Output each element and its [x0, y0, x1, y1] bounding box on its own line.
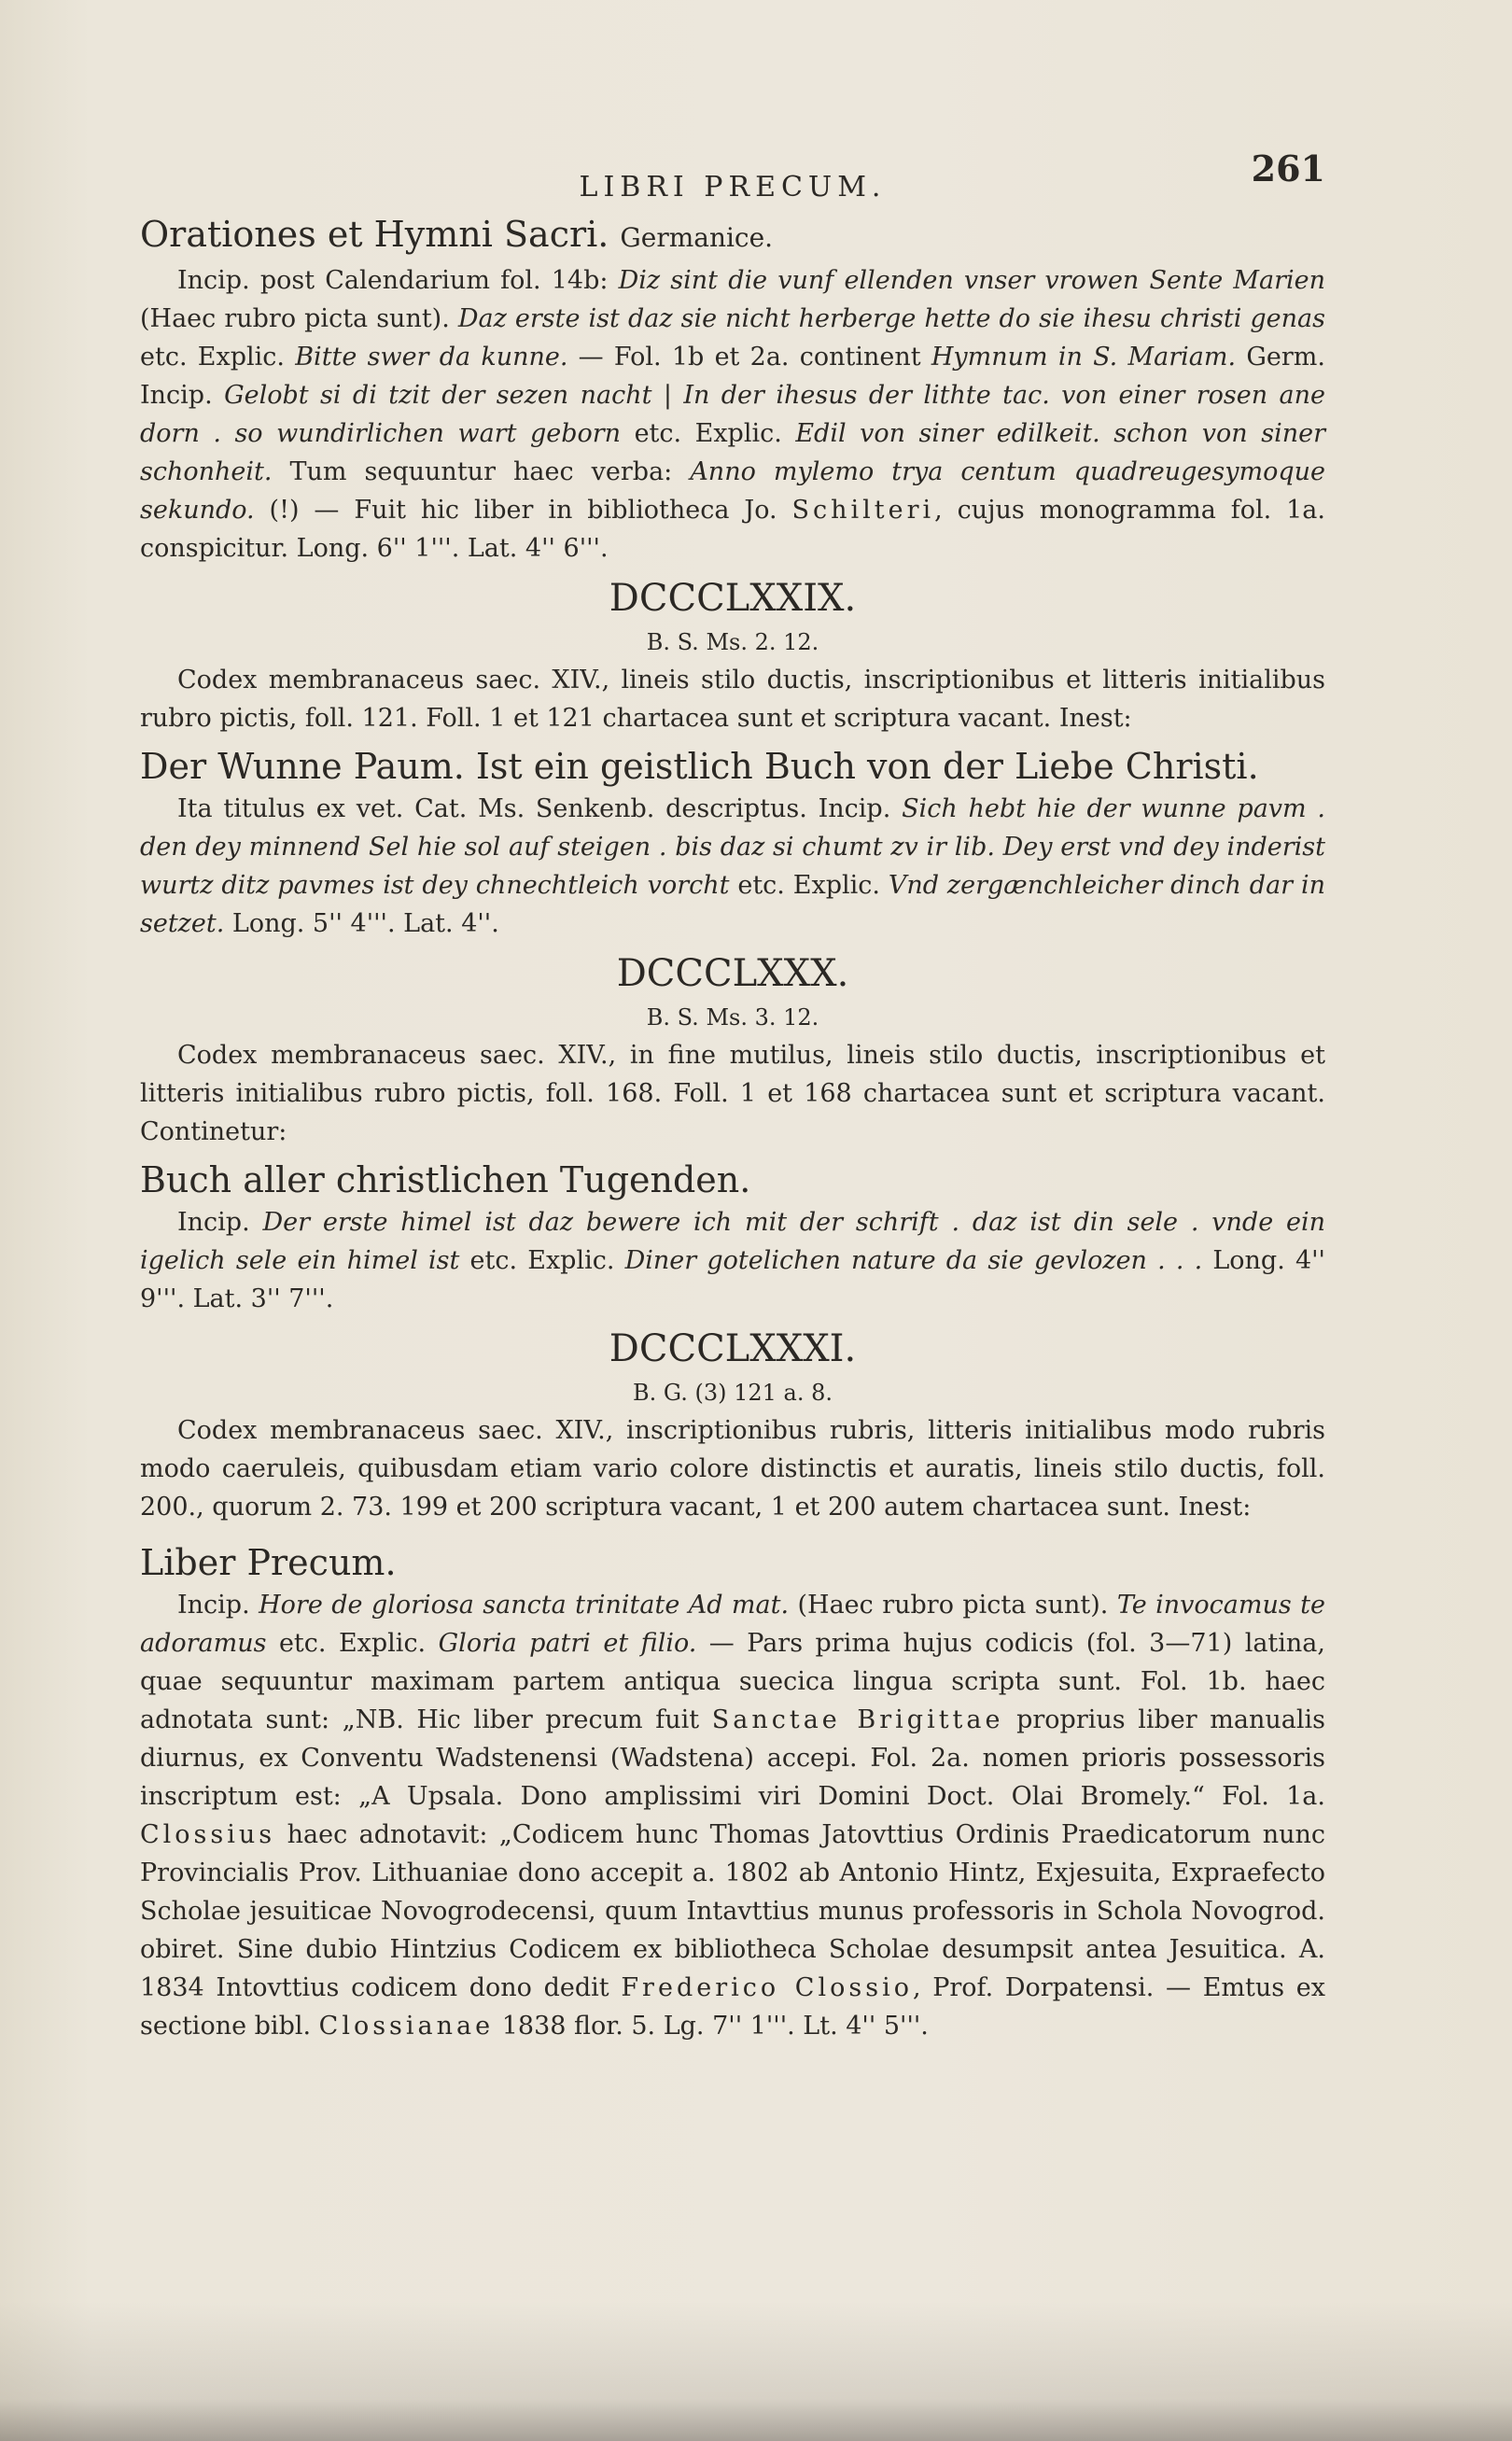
codex-description: Codex membranaceus saec. XIV., in fine mutilus, lineis stilo ductis, inscriptionibus et litteris initialibus rubro pictis, foll. 168. Foll. 1 et 168 chartacea sunt et scriptura vacant. Continetur:: [140, 1041, 1325, 1146]
codex-description: Codex membranaceus saec. XIV., lineis stilo ductis, inscriptionibus et litteris initialibus rubro pictis, foll. 121. Foll. 1 et 121 chartacea sunt et scriptura vacant. Inest:: [140, 666, 1325, 733]
description-paragraph: Incip. post Calendarium fol. 14b: Diz sint die vunf ellenden vnser vrowen Sente Marien (Haec rubro picta sunt). Daz erste ist daz sie nicht herberge hette do sie ihesu christi genas etc. Explic. Bitte swer da kunne. — Fol. 1b et 2a. continent Hymnum in S. Mariam. Germ. Incip. Gelobt si di tzit der sezen nacht | In der ihesus der lithte tac. von einer rosen ane dorn . so wundirlichen wart geborn etc. Explic. Edil von siner edilkeit. schon von siner schonheit. Tum sequuntur haec verba: Anno mylemo trya centum quadreugesymoque sekundo. (!) — Fuit hic liber in bibliotheca Jo. Schilteri, cujus monogramma fol. 1a. conspicitur. Long. 6'' 1'''. Lat. 4'' 6'''.: [140, 266, 1326, 563]
description-paragraph: Incip. Der erste himel ist daz bewere ich mit der schrift . daz ist din sele . vnde ein igelich sele ein himel ist etc. Explic. Diner gotelichen nature da sie gevlozen . . . Long. 4'' 9'''. Lat. 3'' 7'''.: [140, 1208, 1325, 1313]
shelfmark: B. S. Ms. 3. 12.: [646, 1004, 819, 1031]
running-header: [140, 149, 1325, 205]
page-number: 261: [1251, 147, 1325, 189]
work-title: Liber Precum.: [140, 1542, 397, 1583]
spacer: [140, 1526, 1325, 1534]
work-title: Buch aller christlichen Tugenden.: [140, 1159, 751, 1200]
page-content: [140, 149, 1325, 2045]
description-paragraph: Incip. Hore de gloriosa sancta trinitate Ad mat. (Haec rubro picta sunt). Te invocamus te adoramus etc. Explic. Gloria patri et filio. — Pars prima hujus codicis (fol. 3—71) latina, quae sequuntur maximam partem antiqua suecica lingua scripta sunt. Fol. 1b. haec adnotata sunt: „NB. Hic liber precum fuit Sanctae Brigittae proprius liber manualis diurnus, ex Conventu Wadstenensi (Wadstena) accepi. Fol. 2a. nomen prioris possessoris inscriptum est: „A Upsala. Dono amplissimi viri Domini Doct. Olai Bromely.“ Fol. 1a. Clossius haec adnotavit: „Codicem hunc Thomas Jatovttius Ordinis Praedicatorum nunc Provincialis Prov. Lithuaniae dono accepit a. 1802 ab Antonio Hintz, Exjesuita, Expraefecto Scholae jesuiticae Novogrodecensi, quum Intavttius munus professoris in Schola Novogrod. obiret. Sine dubio Hintzius Codicem ex bibliotheca Scholae desumpsit antea Jesuitica. A. 1834 Intovttius codicem dono dedit Frederico Clossio, Prof. Dorpatensi. — Emtus ex sectione bibl. Clossianae 1838 flor. 5. Lg. 7'' 1'''. Lt. 4'' 5'''.: [140, 1591, 1326, 2041]
codex-number: DCCCLXXX.: [616, 952, 849, 995]
work-title: Der Wunne Paum. Ist ein geistlich Buch von der Liebe Christi.: [140, 746, 1259, 787]
shelfmark: B. S. Ms. 2. 12.: [646, 629, 819, 655]
codex-number: DCCCLXXXI.: [609, 1327, 857, 1370]
running-title: LIBRI PRECUM.: [579, 171, 887, 203]
codex-description: Codex membranaceus saec. XIV., inscriptionibus rubris, litteris initialibus modo rubris modo caeruleis, quibusdam etiam vario colore distinctis et auratis, lineis stilo ductis, foll. 200., quorum 2. 73. 199 et 200 scriptura vacant, 1 et 200 autem chartacea sunt. Inest:: [140, 1416, 1325, 1522]
work-title-text: Orationes et Hymni Sacri.: [140, 214, 609, 255]
page-bottom-shadow: [0, 2301, 1512, 2441]
description-paragraph: Ita titulus ex vet. Cat. Ms. Senkenb. descriptus. Incip. Sich hebt hie der wunne pavm . den dey minnend Sel hie sol auf steigen . bis daz si chumt zv ir lib. Dey erst vnd dey inderist wurtz ditz pavmes ist dey chnechtleich vorcht etc. Explic. Vnd zergænchleicher dinch dar in setzet. Long. 5'' 4'''. Lat. 4''.: [140, 794, 1325, 938]
codex-number: DCCCLXXIX.: [609, 577, 857, 620]
work-title: [140, 211, 1325, 261]
language-note: Germanice.: [620, 222, 774, 253]
shelfmark: B. G. (3) 121 a. 8.: [633, 1380, 833, 1406]
